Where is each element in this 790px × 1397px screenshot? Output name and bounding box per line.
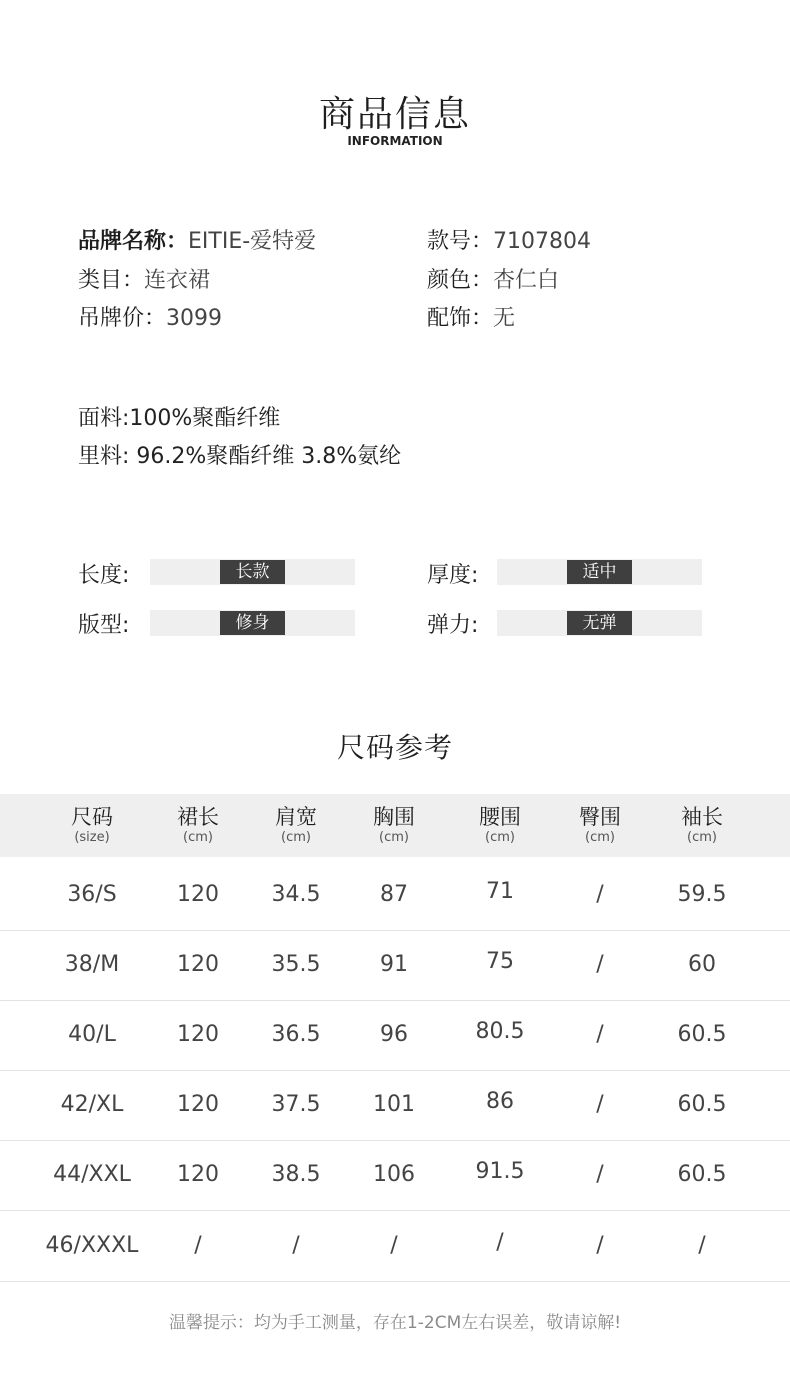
table-cell: 38.5 bbox=[271, 1162, 321, 1187]
color-row bbox=[427, 263, 559, 294]
header-unit: (cm) bbox=[485, 830, 515, 845]
header-bust bbox=[339, 804, 449, 846]
table-cell: / bbox=[496, 1230, 504, 1255]
header-shoulder bbox=[241, 804, 351, 846]
category-row bbox=[78, 263, 210, 294]
table-cell: 120 bbox=[177, 1022, 219, 1047]
table-row bbox=[0, 1000, 790, 1071]
length-chip: 长款 bbox=[220, 560, 285, 584]
table-cell: / bbox=[194, 1233, 202, 1258]
table-cell: 38/M bbox=[64, 952, 120, 977]
table-row bbox=[0, 930, 790, 1001]
model-row bbox=[427, 224, 591, 255]
header-unit: (size) bbox=[74, 830, 110, 845]
table-cell: 34.5 bbox=[271, 882, 321, 907]
length-label: 长度: bbox=[78, 563, 130, 588]
table-cell: / bbox=[596, 1022, 604, 1047]
header-waist bbox=[445, 804, 555, 846]
accessory-row bbox=[427, 301, 515, 332]
color-key: 颜色： bbox=[427, 268, 494, 293]
header-label: 袖长 bbox=[681, 805, 723, 829]
table-cell: / bbox=[698, 1233, 706, 1258]
header-label: 臀围 bbox=[579, 805, 621, 829]
fabric-outer: 面料:100%聚酯纤维 bbox=[78, 406, 281, 431]
table-cell: 36.5 bbox=[271, 1022, 321, 1047]
table-cell: 59.5 bbox=[677, 882, 727, 907]
elasticity-chip: 无弹 bbox=[567, 611, 632, 635]
table-cell: 86 bbox=[486, 1089, 514, 1114]
elasticity-bar bbox=[497, 610, 702, 636]
price-value: 3099 bbox=[166, 306, 223, 331]
table-row bbox=[0, 1211, 790, 1282]
page-subtitle: INFORMATION bbox=[347, 134, 443, 148]
model-key: 款号： bbox=[427, 229, 494, 254]
table-row bbox=[0, 860, 790, 931]
fit-chip: 修身 bbox=[220, 611, 285, 635]
table-cell: / bbox=[596, 882, 604, 907]
table-cell: 60.5 bbox=[677, 1162, 727, 1187]
header-unit: (cm) bbox=[281, 830, 311, 845]
table-cell: 42/XL bbox=[60, 1092, 124, 1117]
table-cell: 36/S bbox=[67, 882, 117, 907]
table-cell: 120 bbox=[177, 1162, 219, 1187]
table-cell: 87 bbox=[380, 882, 408, 907]
table-cell: / bbox=[292, 1233, 300, 1258]
thickness-chip: 适中 bbox=[567, 560, 632, 584]
header-hip bbox=[545, 804, 655, 846]
header-unit: (cm) bbox=[687, 830, 717, 845]
brand-key: 品牌名称： bbox=[78, 229, 189, 254]
table-cell: 96 bbox=[380, 1022, 408, 1047]
header-label: 胸围 bbox=[373, 805, 415, 829]
price-row bbox=[78, 301, 222, 332]
table-row bbox=[0, 1140, 790, 1211]
header-label: 腰围 bbox=[479, 805, 521, 829]
table-cell: 91 bbox=[380, 952, 408, 977]
category-value: 连衣裙 bbox=[144, 268, 211, 293]
table-row bbox=[0, 1070, 790, 1141]
header-skirt-length bbox=[143, 804, 253, 846]
table-cell: 71 bbox=[486, 879, 514, 904]
table-cell: 44/XXL bbox=[53, 1162, 131, 1187]
elasticity-label: 弹力: bbox=[427, 613, 479, 638]
table-cell: / bbox=[596, 1162, 604, 1187]
category-key: 类目： bbox=[78, 268, 145, 293]
page-title: 商品信息 bbox=[318, 94, 471, 135]
table-cell: 37.5 bbox=[271, 1092, 321, 1117]
table-cell: 60.5 bbox=[677, 1092, 727, 1117]
size-section-title: 尺码参考 bbox=[336, 731, 453, 764]
price-key: 吊牌价： bbox=[78, 306, 167, 331]
header-unit: (cm) bbox=[379, 830, 409, 845]
measurement-tip: 温馨提示：均为手工测量，存在1-2CM左右误差，敬请谅解! bbox=[168, 1313, 622, 1333]
accessory-value: 无 bbox=[493, 306, 516, 331]
table-cell: / bbox=[390, 1233, 398, 1258]
table-cell: 120 bbox=[177, 1092, 219, 1117]
color-value: 杏仁白 bbox=[493, 268, 560, 293]
table-cell: 120 bbox=[177, 882, 219, 907]
table-cell: 60 bbox=[688, 952, 716, 977]
size-table-header bbox=[0, 794, 790, 857]
model-value: 7107804 bbox=[493, 229, 591, 254]
header-unit: (cm) bbox=[585, 830, 615, 845]
length-bar bbox=[150, 559, 355, 585]
header-label: 尺码 bbox=[71, 805, 113, 829]
table-cell: 120 bbox=[177, 952, 219, 977]
table-cell: 101 bbox=[373, 1092, 415, 1117]
table-cell: 35.5 bbox=[271, 952, 321, 977]
header-unit: (cm) bbox=[183, 830, 213, 845]
table-cell: / bbox=[596, 1092, 604, 1117]
header-sleeve bbox=[647, 804, 757, 846]
table-cell: / bbox=[596, 1233, 604, 1258]
header-label: 肩宽 bbox=[275, 805, 317, 829]
table-cell: 75 bbox=[486, 949, 514, 974]
header-label: 裙长 bbox=[177, 805, 219, 829]
brand-row bbox=[78, 224, 316, 255]
thickness-label: 厚度: bbox=[427, 563, 479, 588]
table-cell: 60.5 bbox=[677, 1022, 727, 1047]
accessory-key: 配饰： bbox=[427, 306, 494, 331]
fit-label: 版型: bbox=[78, 613, 130, 638]
table-cell: 106 bbox=[373, 1162, 415, 1187]
brand-value: EITIE-爱特爱 bbox=[188, 229, 317, 254]
thickness-bar bbox=[497, 559, 702, 585]
table-cell: 91.5 bbox=[475, 1159, 525, 1184]
fabric-lining: 里料: 96.2%聚酯纤维 3.8%氨纶 bbox=[78, 444, 402, 469]
table-cell: 46/XXXL bbox=[45, 1233, 139, 1258]
table-cell: 40/L bbox=[68, 1022, 116, 1047]
table-cell: / bbox=[596, 952, 604, 977]
fit-bar bbox=[150, 610, 355, 636]
table-cell: 80.5 bbox=[475, 1019, 525, 1044]
header-size bbox=[37, 804, 147, 846]
